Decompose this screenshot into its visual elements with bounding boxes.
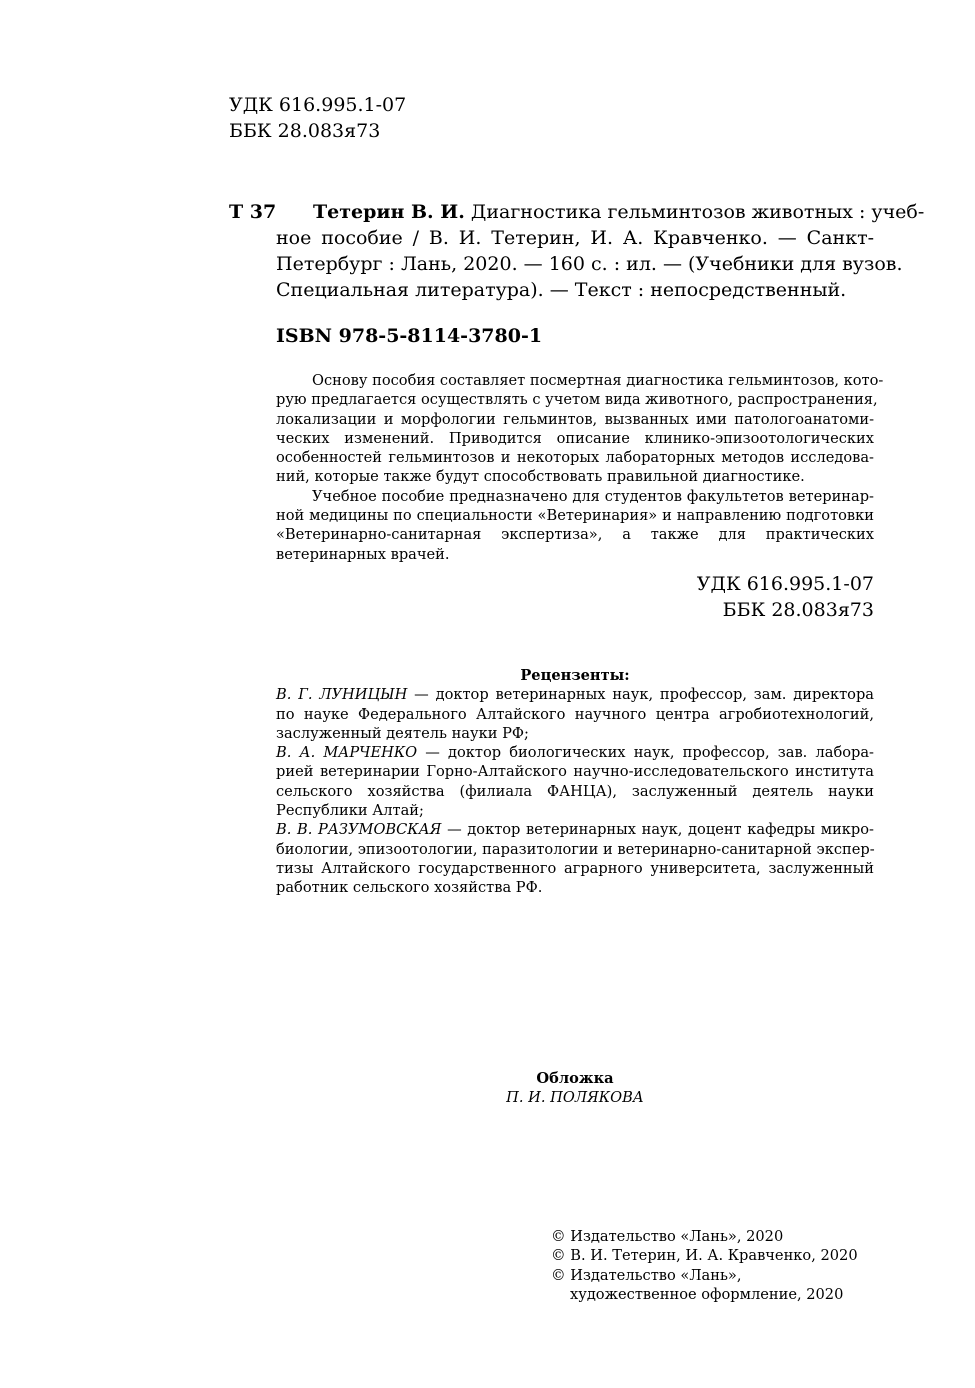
reviewer-name: В. В. РАЗУМОВСКАЯ [276,821,442,839]
bibliographic-record [276,199,925,303]
cover-credit [440,1069,710,1108]
copyright-line: © Издательство «Лань», 2020 [551,1228,784,1245]
classification-header [229,92,406,144]
reviewer-text: — доктор ветеринарных наук, доцент кафедры микро- [441,821,874,839]
cover-label: Обложка [536,1070,614,1087]
reviewers-heading: Рецензенты: [520,667,630,684]
annotation-line: Учебное пособие предназначено для студентов факультетов ветеринар- [312,487,874,505]
reviewers-block [276,666,874,898]
annotation [276,371,884,564]
copyright-block [551,1227,858,1304]
record-author: Тетерин В. И. [313,201,465,223]
record-title-part: Диагностика гельминтозов животных : учеб- [470,201,925,223]
annotation-line: ний, которые также будут способствовать правильной диагностике. [276,468,805,486]
annotation-line: рую предлагается осуществлять с учетом вида животного, распространения, [276,391,878,409]
reviewer-line: сельского хозяйства (филиала ФАНЦА), заслуженный деятель науки [276,782,874,800]
copyright-line: художественное оформление, 2020 [570,1285,844,1303]
reviewer-line: работник сельского хозяйства РФ. [276,879,543,897]
annotation-line: ческих изменений. Приводится описание клинико-эпизоотологических [276,429,874,447]
reviewer-line [276,685,874,704]
isbn: ISBN 978-5-8114-3780-1 [276,325,543,347]
record-line [276,199,925,225]
reviewer-line: рией ветеринарии Горно-Алтайского научно-исследовательского института [276,763,874,781]
annotation-line: «Ветеринарно-санитарная экспертиза», а также для практических [276,526,874,544]
annotation-line: особенностей гельминтозов и некоторых лабораторных методов исследова- [276,449,874,467]
annotation-line: Основу пособия составляет посмертная диагностика гельминтозов, кото- [312,372,884,389]
cover-designer: П. И. ПОЛЯКОВА [506,1089,644,1107]
reviewer-name: В. А. МАРЧЕНКО [276,744,418,762]
bbk-code: ББК 28.083я73 [722,599,874,621]
reviewer-text: — доктор ветеринарных наук, профессор, зам. директора [407,686,874,704]
bbk-code: ББК 28.083я73 [229,120,381,142]
record-line: ное пособие / В. И. Тетерин, И. А. Кравченко. — Санкт- [276,227,874,249]
reviewer-line: Республики Алтай; [276,802,424,820]
udk-code: УДК 616.995.1-07 [696,573,874,595]
annotation-line: ветеринарных врачей. [276,545,450,563]
classification-footer [697,571,874,623]
copyright-line: © Издательство «Лань», [551,1266,742,1284]
annotation-line: локализации и морфологии гельминтов, вызванных ими патологоанатоми- [276,410,874,428]
reviewer-line: тизы Алтайского государственного аграрного университета, заслуженный [276,859,874,877]
annotation-line: ной медицины по специальности «Ветеринария» и направлению подготовки [276,507,874,525]
author-mark: Т 37 [229,201,277,223]
reviewer-text: — доктор биологических наук, профессор, зав. лабора- [417,744,874,762]
reviewer-line: по науке Федерального Алтайского научного центра агробиотехнологий, [276,705,874,723]
copyright-line: © В. И. Тетерин, И. А. Кравченко, 2020 [551,1247,858,1265]
reviewer-line [276,743,874,762]
reviewer-line: биологии, эпизоотологии, паразитологии и ветеринарно-санитарной экспер- [276,840,875,858]
record-line: Петербург : Лань, 2020. — 160 с. : ил. — (Учебники для вузов. [276,253,903,275]
udk-code: УДК 616.995.1-07 [229,94,407,116]
reviewer-line: заслуженный деятель науки РФ; [276,724,529,742]
record-line: Специальная литература). — Текст : непосредственный. [276,279,847,301]
reviewer-name: В. Г. ЛУНИЦЫН [276,686,408,704]
reviewer-line [276,820,874,839]
